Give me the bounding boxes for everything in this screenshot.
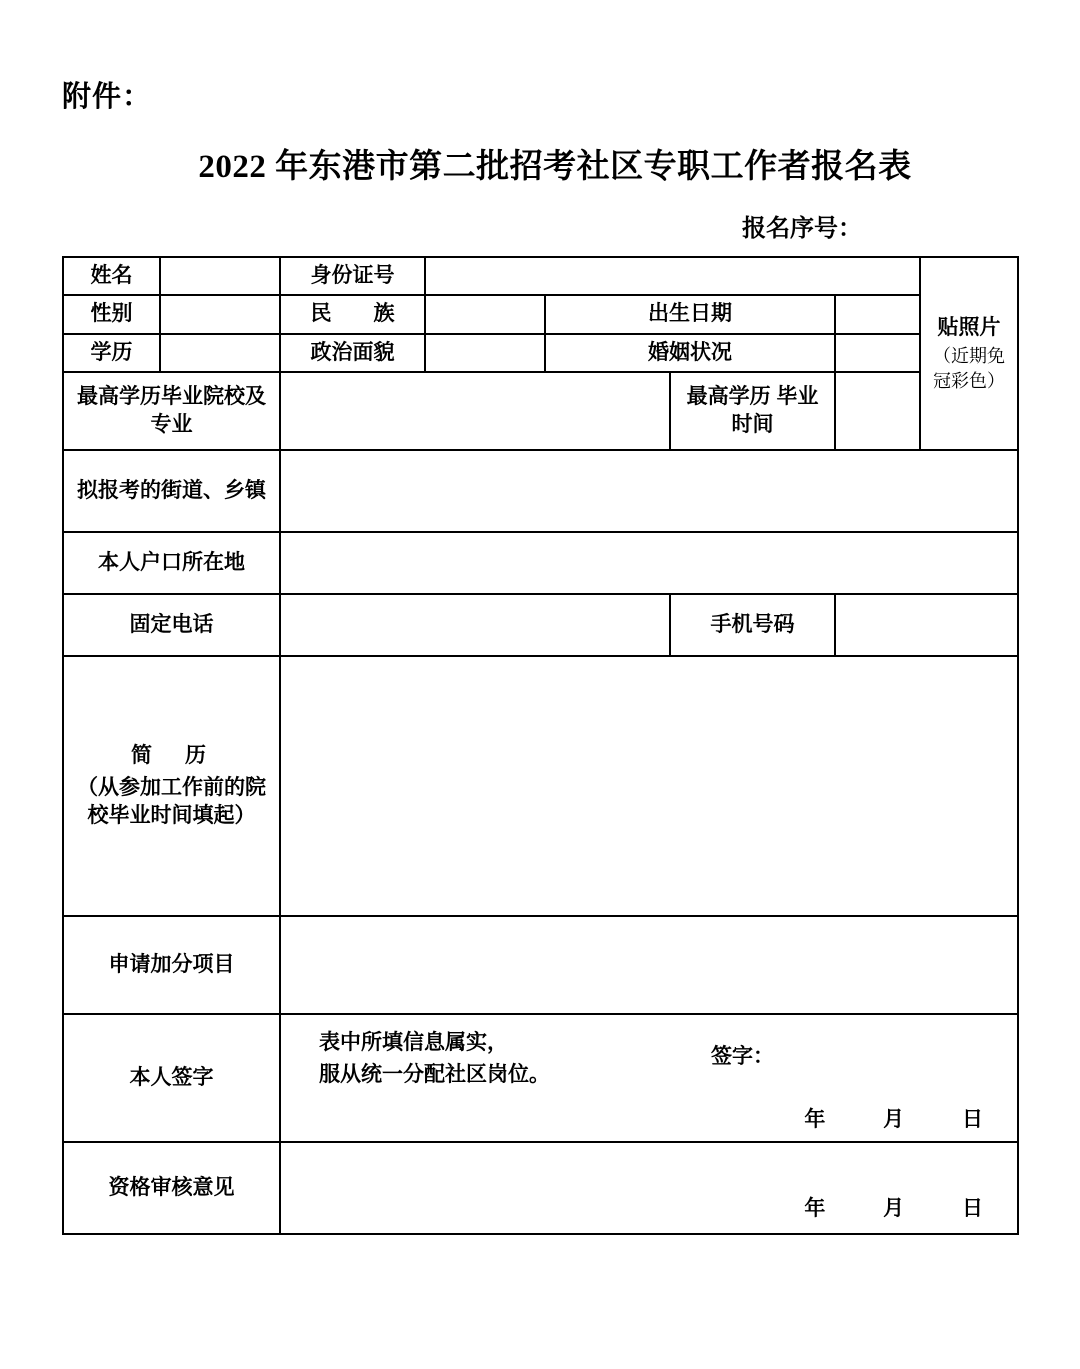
- qualification-day-label: 日: [962, 1196, 983, 1220]
- value-highest-school-major[interactable]: [280, 372, 670, 450]
- qualification-month-label: 月: [883, 1196, 905, 1220]
- qualification-cell[interactable]: [280, 1142, 1018, 1234]
- label-political-status: 政治面貌: [280, 334, 425, 372]
- label-landline: 固定电话: [63, 594, 280, 656]
- table-row: [63, 1014, 1018, 1142]
- photo-label: 贴照片: [937, 316, 1001, 340]
- table-row: [63, 656, 1018, 916]
- value-bonus-items[interactable]: [280, 916, 1018, 1014]
- table-row: [63, 532, 1018, 594]
- qualification-date-row[interactable]: [281, 1195, 1017, 1223]
- label-birth-date: 出生日期: [545, 295, 835, 333]
- table-row: [63, 1142, 1018, 1234]
- table-row: [63, 257, 1018, 295]
- signature-month-label: 月: [883, 1108, 905, 1132]
- value-name[interactable]: [160, 257, 280, 295]
- resume-title: 简 历: [131, 743, 212, 767]
- label-qualification-opinion: 资格审核意见: [63, 1142, 280, 1234]
- signature-year-label: 年: [804, 1108, 826, 1132]
- value-gender[interactable]: [160, 295, 280, 333]
- value-id-number[interactable]: [425, 257, 920, 295]
- value-education[interactable]: [160, 334, 280, 372]
- resume-note: （从参加工作前的院校毕业时间填起）: [77, 775, 266, 828]
- label-self-signature: 本人签字: [63, 1014, 280, 1142]
- label-id-number: 身份证号: [280, 257, 425, 295]
- label-gender: 性别: [63, 295, 160, 333]
- photo-sub-label: （近期免冠彩色）: [933, 346, 1005, 391]
- value-highest-grad-time[interactable]: [835, 372, 920, 450]
- signature-date-row[interactable]: [281, 1106, 1017, 1134]
- label-education: 学历: [63, 334, 160, 372]
- value-landline[interactable]: [280, 594, 670, 656]
- signature-statement-line1: 表中所填信息属实，: [319, 1031, 508, 1055]
- label-highest-grad-time: 最高学历 毕业时间: [670, 372, 835, 450]
- photo-cell[interactable]: [920, 257, 1018, 450]
- value-political-status[interactable]: [425, 334, 545, 372]
- label-highest-school-major: 最高学历毕业院校及专业: [63, 372, 280, 450]
- signature-statement-line2: 服从统一分配社区岗位。: [319, 1062, 550, 1086]
- table-row: [63, 372, 1018, 450]
- table-row: [63, 295, 1018, 333]
- signature-cell[interactable]: [280, 1014, 1018, 1142]
- value-apply-street-town[interactable]: [280, 450, 1018, 532]
- signature-statement: [281, 1021, 1017, 1090]
- table-row: [63, 450, 1018, 532]
- label-ethnicity: 民 族: [280, 295, 425, 333]
- value-birth-date[interactable]: [835, 295, 920, 333]
- signature-word: 签字：: [711, 1045, 774, 1069]
- value-resume[interactable]: [280, 656, 1018, 916]
- value-ethnicity[interactable]: [425, 295, 545, 333]
- value-marital-status[interactable]: [835, 334, 920, 372]
- label-apply-street-town: 拟报考的街道、乡镇: [63, 450, 280, 532]
- signature-day-label: 日: [962, 1108, 983, 1132]
- label-name: 姓名: [63, 257, 160, 295]
- value-mobile[interactable]: [835, 594, 1018, 656]
- label-marital-status: 婚姻状况: [545, 334, 835, 372]
- label-mobile: 手机号码: [670, 594, 835, 656]
- label-household-location: 本人户口所在地: [63, 532, 280, 594]
- serial-number-label: 报名序号：: [742, 215, 862, 242]
- label-resume: [63, 656, 280, 916]
- attachment-label: 附件：: [62, 81, 153, 113]
- table-row: [63, 916, 1018, 1014]
- page-title: 2022 年东港市第二批招考社区专职工作者报名表: [198, 149, 912, 185]
- table-row: [63, 334, 1018, 372]
- value-household-location[interactable]: [280, 532, 1018, 594]
- registration-table: [62, 256, 1019, 1235]
- table-row: [63, 594, 1018, 656]
- qualification-year-label: 年: [804, 1196, 826, 1220]
- label-bonus-items: 申请加分项目: [63, 916, 280, 1014]
